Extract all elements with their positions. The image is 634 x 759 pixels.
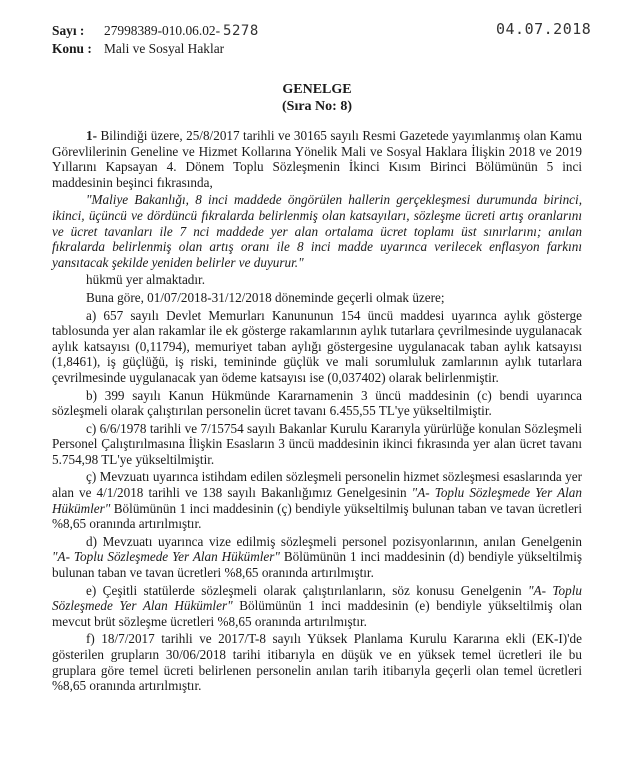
konu-label: Konu : (52, 41, 92, 56)
sayi-value: 27998389-010.06.02- (104, 23, 221, 38)
konu-value: Mali ve Sosyal Haklar (104, 41, 225, 56)
quoted-provision: "Maliye Bakanlığı, 8 inci maddede öngörülen hallerin gerçekleşmesi durumunda birinci, ikinci, üçüncü ve dördüncü fıkralarda belirlenmiş olan katsayıları, sözleşme ücreti artış oranlarını ve ücret tavanları ile 7 nci maddede yer alan ortalama ücret toplamı üst sınırlarını; anılan fıkralarda belirlenmiş olan artış oranı ile 8 inci madde uyarınca verilecek enflasyon farkını yansıtacak şekilde yeniden belirler ve duyurur." (52, 192, 582, 270)
konu-row (52, 40, 259, 57)
paragraph-1: 1- Bilindiği üzere, 25/8/2017 tarihli ve 30165 sayılı Resmi Gazetede yayımlanmış olan Kamu Görevlilerinin Geneline ve Hizmet Kollarına Yönelik Mali ve Sosyal Haklara İlişkin 2018 ve 2019 Yıllarını Kapsayan 4. Dönem Toplu Sözleşmenin İkinci Kısım Birinci Bölümünün 5 inci maddesinin beşinci fıkrasında, (52, 128, 582, 190)
paragraph-number: 1- (86, 128, 97, 143)
document-body (52, 128, 582, 696)
paragraph-hukmu: hükmü yer almaktadır. (86, 272, 206, 288)
item-d: d) Mevzuatı uyarınca vize edilmiş sözleşmeli personel pozisyonlarının, anılan Genelgenin "A- Toplu Sözleşmede Yer Alan Hükümler" Bölümünün 1 inci maddesinin (d) bendiyle yükseltilmiş bulunan taban ve tavan ücretleri %8,65 oranında artırılmıştır. (52, 533, 582, 581)
sayi-row (52, 22, 259, 40)
sayi-label: Sayı : (52, 23, 85, 38)
document-header (52, 22, 259, 57)
paragraph-buna-gore: Buna göre, 01/07/2018-31/12/2018 döneminde geçerli olmak üzere; (86, 289, 445, 305)
item-cc: ç) Mevzuatı uyarınca istihdam edilen sözleşmeli personelin hizmet sözleşmesi esaslarında yer alan ve 4/1/2018 tarihli ve 138 sayılı Bakanlığımız Genelgesinin "A- Toplu Sözleşmede Yer Alan Hükümler" Bölümünün 1 inci maddesinin (ç) bendiyle yükseltilmiş bulunan taban ve tavan ücretleri %8,65 oranında artırılmıştır. (52, 469, 582, 532)
document-subtitle: (Sıra No: 8) (282, 99, 352, 114)
item-b: b) 399 sayılı Kanun Hükmünde Kararnamenin 3 üncü maddesinin (c) bendi uyarınca sözleşmeli olarak çalıştırılan personelin ücret tavanı 6.455,55 TL'ye yükseltilmiştir. (52, 387, 582, 419)
item-e: e) Çeşitli statülerde sözleşmeli olarak çalıştırılanların, söz konusu Genelgenin "A- Toplu Sözleşmede Yer Alan Hükümler" Bölümünün 1 inci maddesinin (e) bendiyle yükseltilmiş olan mevcut brüt sözleşme ücretleri %8,65 oranında artırılmıştır. (52, 582, 582, 629)
document-title: GENELGE (282, 82, 352, 97)
item-a: a) 657 sayılı Devlet Memurları Kanununun 154 üncü maddesi uyarınca aylık gösterge tablosunda yer alan rakamlar ile ek gösterge rakamlarının aylık tutarlara çevrilmesinde uygulanacak aylık katsayısı (0,11794), memuriyet taban aylığı göstergesine uygulanacak taban aylık katsayısı (1,8461), iş güçlüğü, iş riski, temininde güçlük ve mali sorumluluk zamlarının aylık tutarlara çevrilmesinde uygulanacak yan ödeme katsayısı ise (0,037402) olarak belirlenmiştir. (52, 307, 582, 385)
sayi-handwritten-number: 5278 (223, 23, 259, 39)
item-c: c) 6/6/1978 tarihli ve 7/15754 sayılı Bakanlar Kurulu Kararıyla yürürlüğe konulan Sözleşmeli Personel Çalıştırılmasına İlişkin Esasların 3 üncü maddesinin ikinci fıkrasında yer alan ücret tavanı 5.754,98 TL'ye yükseltilmiştir. (52, 420, 582, 467)
handwritten-date: 04.07.2018 (496, 20, 592, 38)
item-f: f) 18/7/2017 tarihli ve 2017/T-8 sayılı Yüksek Planlama Kurulu Kararına ekli (EK-I)'de gösterilen grupların 30/06/2018 tarihi itibarıyla en düşük ve en yüksek temel ücretleri ile bu gruplara göre temel ücreti belirlenen personelin anılan tarih itibarıyla geçerli olan temel ücretleri %8,65 oranında artırılmıştır. (52, 631, 582, 694)
